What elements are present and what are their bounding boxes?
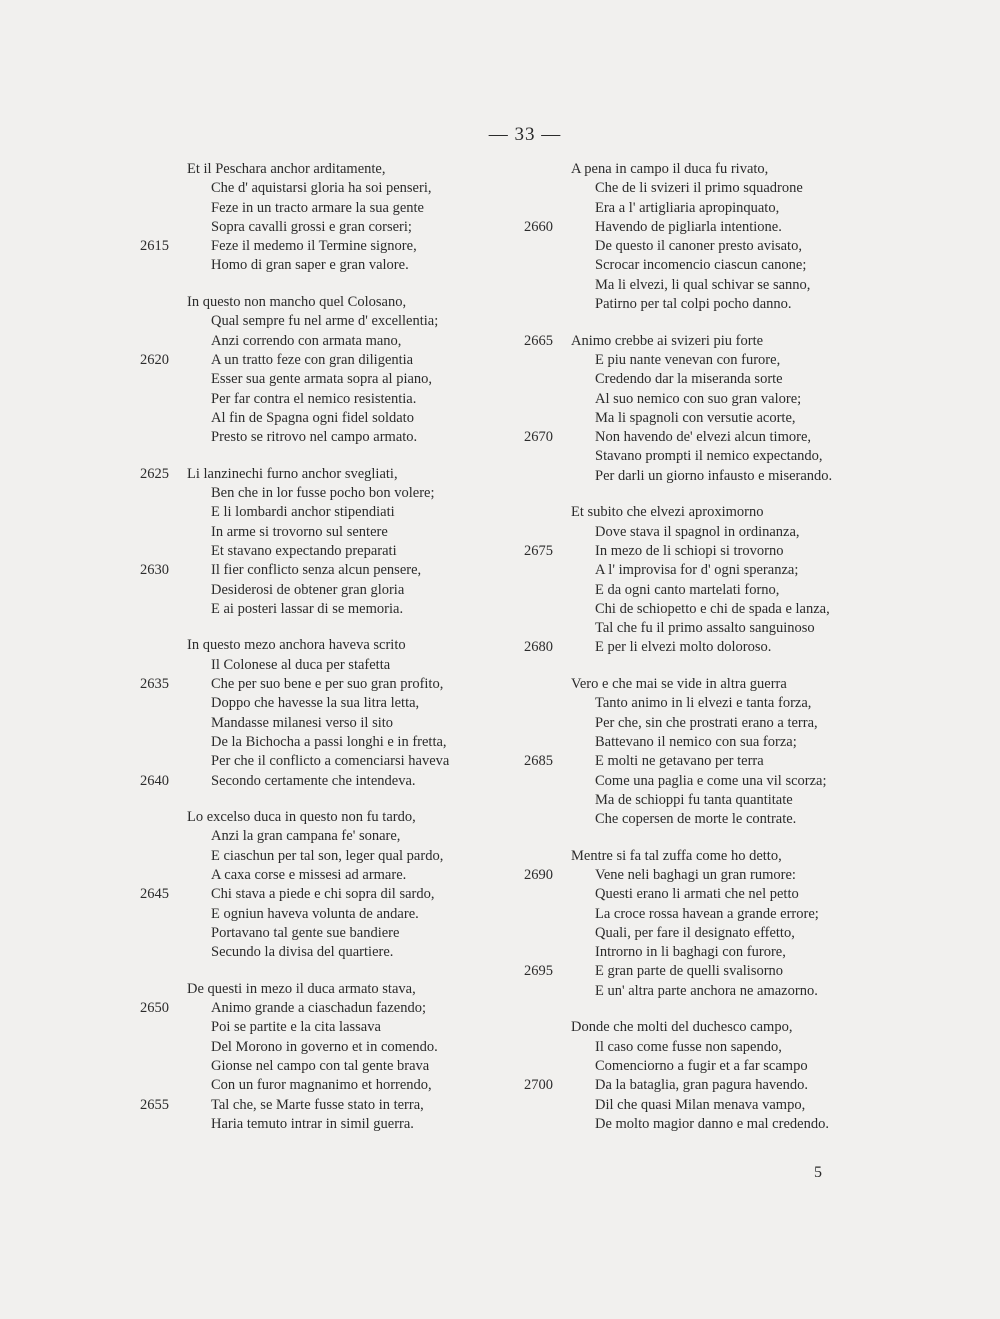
verse-line [524, 943, 904, 962]
verse-line [524, 772, 904, 791]
verse-text: Stavano prompti il nemico expectando, [595, 448, 823, 465]
verse-text: Et stavano expectando preparati [211, 542, 397, 559]
verse-line [524, 752, 904, 771]
verse-text: Doppo che havesse la sua litra letta, [211, 695, 420, 712]
verse-text: De la Bichocha a passi longhi e in fretta, [211, 733, 447, 750]
right-column [524, 160, 904, 1151]
verse-line [140, 885, 520, 904]
line-number: 2650 [140, 1000, 169, 1017]
verse-text: Secundo la divisa del quartiere. [211, 944, 394, 961]
verse-text: Che de li svizeri il primo squadrone [595, 180, 803, 197]
verse-text: Chi de schiopetto e chi de spada e lanza, [595, 600, 830, 617]
verse-text: Et subito che elvezi aproximorno [571, 504, 764, 521]
verse-line [140, 237, 520, 256]
line-number: 2665 [524, 332, 553, 349]
verse-line [140, 256, 520, 275]
verse-text: Al fin de Spagna ogni fidel soldato [211, 409, 414, 426]
verse-text: E molti ne getavano per terra [595, 753, 764, 770]
verse-line [140, 636, 520, 655]
left-column [140, 160, 520, 1151]
verse-text: Che copersen de morte le contrate. [595, 811, 797, 828]
verse-text: In mezo de li schiopi si trovorno [595, 542, 784, 559]
verse-text: Feze in un tracto armare la sua gente [211, 199, 424, 216]
verse-line [524, 714, 904, 733]
verse-line [524, 847, 904, 866]
verse-line [140, 847, 520, 866]
verse-line [524, 256, 904, 275]
verse-line [140, 1076, 520, 1095]
verse-text: Anzi la gran campana fe' sonare, [211, 828, 401, 845]
verse-line [140, 772, 520, 791]
verse-text: E ogniun haveva volunta de andare. [211, 905, 419, 922]
verse-text: La croce rossa havean a grande errore; [595, 905, 819, 922]
verse-line [140, 293, 520, 312]
line-number: 2635 [140, 676, 169, 693]
verse-line [524, 810, 904, 829]
verse-line [140, 160, 520, 179]
verse-line [524, 600, 904, 619]
stanza [524, 332, 904, 486]
line-number: 2640 [140, 772, 169, 789]
line-number: 2700 [524, 1077, 553, 1094]
verse-text: De questi in mezo il duca armato stava, [187, 980, 416, 997]
verse-text: Mandasse milanesi verso il sito [211, 714, 394, 731]
verse-text: E un' altra parte anchora ne amazorno. [595, 982, 818, 999]
verse-line [524, 370, 904, 389]
verse-line [140, 542, 520, 561]
verse-text: Il Colonese al duca per stafetta [211, 656, 391, 673]
verse-line [140, 1038, 520, 1057]
verse-line [524, 1018, 904, 1037]
verse-line [524, 542, 904, 561]
verse-line [524, 694, 904, 713]
verse-text: Ben che in lor fusse pocho bon volere; [211, 485, 435, 502]
line-number: 2620 [140, 351, 169, 368]
verse-line [524, 390, 904, 409]
verse-line [140, 656, 520, 675]
verse-text: Feze il medemo il Termine signore, [211, 238, 417, 255]
line-number: 2670 [524, 429, 553, 446]
verse-line [140, 980, 520, 999]
verse-text: Secondo certamente che intendeva. [211, 772, 416, 789]
verse-text: Del Morono in governo et in comendo. [211, 1038, 438, 1055]
line-number: 2625 [140, 465, 169, 482]
verse-text: Per far contra el nemico resistentia. [211, 390, 417, 407]
verse-text: Dil che quasi Milan menava vampo, [595, 1096, 806, 1113]
verse-line [524, 1057, 904, 1076]
verse-text: In questo non mancho quel Colosano, [187, 294, 407, 311]
stanza [140, 980, 520, 1134]
verse-line [140, 581, 520, 600]
stanza [140, 293, 520, 447]
verse-line [524, 791, 904, 810]
stanza [140, 636, 520, 790]
line-number: 2630 [140, 562, 169, 579]
verse-line [524, 523, 904, 542]
verse-text: Per darli un giorno infausto e miserando. [595, 467, 833, 484]
verse-text: Il caso come fusse non sapendo, [595, 1038, 782, 1055]
verse-line [524, 638, 904, 657]
verse-text: Vene neli baghagi un gran rumore: [595, 866, 796, 883]
verse-line [524, 276, 904, 295]
verse-line [524, 619, 904, 638]
verse-line [140, 600, 520, 619]
line-number: 2685 [524, 753, 553, 770]
verse-text: E da ogni canto martelati forno, [595, 581, 780, 598]
stanza [140, 465, 520, 619]
verse-line [524, 295, 904, 314]
verse-line [524, 581, 904, 600]
page-number: — 33 — [488, 124, 562, 145]
verse-text: E ciaschun per tal son, leger qual pardo, [211, 847, 444, 864]
verse-line [140, 465, 520, 484]
verse-text: A pena in campo il duca fu rivato, [571, 161, 769, 177]
line-number: 2645 [140, 886, 169, 903]
verse-text: Scrocar incomencio ciascun canone; [595, 257, 807, 274]
verse-line [140, 1057, 520, 1076]
verse-text: Patirno per tal colpi pocho danno. [595, 296, 792, 313]
verse-text: Era a l' artigliaria apropinquato, [595, 199, 780, 216]
verse-line [524, 218, 904, 237]
verse-line [140, 1018, 520, 1037]
verse-text: E li lombardi anchor stipendiati [211, 504, 395, 521]
verse-text: De questo il canoner presto avisato, [595, 238, 802, 255]
verse-text: De molto magior danno e mal credendo. [595, 1115, 829, 1132]
verse-text: Tal che fu il primo assalto sanguinoso [595, 620, 815, 637]
verse-line [140, 561, 520, 580]
verse-line [140, 1096, 520, 1115]
verse-line [140, 199, 520, 218]
verse-line [524, 924, 904, 943]
verse-line [524, 160, 904, 179]
verse-text: Il fier conflicto senza alcun pensere, [211, 562, 422, 579]
verse-line [524, 1076, 904, 1095]
verse-line [524, 866, 904, 885]
line-number: 2655 [140, 1096, 169, 1113]
verse-line [140, 390, 520, 409]
verse-text: Homo di gran saper e gran valore. [211, 257, 409, 274]
verse-line [140, 428, 520, 447]
verse-line [524, 409, 904, 428]
verse-text: Che d' aquistarsi gloria ha soi penseri, [211, 180, 432, 197]
line-number: 2680 [524, 639, 553, 656]
verse-text: Non havendo de' elvezi alcun timore, [595, 429, 812, 446]
signature-mark: 5 [814, 1164, 822, 1181]
verse-text: Battevano il nemico con sua forza; [595, 733, 797, 750]
verse-text: Chi stava a piede e chi sopra dil sardo, [211, 886, 435, 903]
verse-text: Dove stava il spagnol in ordinanza, [595, 523, 800, 540]
verse-text: Anzi correndo con armata mano, [211, 332, 402, 349]
verse-text: Come una paglia e come una vil scorza; [595, 772, 827, 789]
verse-text: Tal che, se Marte fusse stato in terra, [211, 1096, 424, 1113]
verse-text: Ma li spagnoli con versutie acorte, [595, 409, 796, 426]
verse-line [140, 218, 520, 237]
verse-text: Tanto animo in li elvezi e tanta forza, [595, 695, 812, 712]
verse-text: Et il Peschara anchor arditamente, [187, 161, 386, 177]
verse-text: E ai posteri lassar di se memoria. [211, 600, 404, 617]
verse-text: Sopra cavalli grossi e gran corseri; [211, 218, 412, 235]
verse-text: Comenciorno a fugir et a far scampo [595, 1057, 808, 1074]
verse-text: In arme si trovorno sul sentere [211, 523, 388, 540]
stanza [524, 847, 904, 1001]
verse-text: Per che il conflicto a comenciarsi haveva [211, 753, 450, 770]
verse-text: Mentre si fa tal zuffa come ho detto, [571, 847, 782, 864]
verse-text: Al suo nemico con suo gran valore; [595, 390, 802, 407]
verse-text: Introrno in li baghagi con furore, [595, 944, 786, 961]
verse-text: Vero e che mai se vide in altra guerra [571, 676, 787, 693]
verse-line [524, 1115, 904, 1134]
line-number: 2660 [524, 218, 553, 235]
line-number: 2695 [524, 963, 553, 980]
verse-line [524, 885, 904, 904]
verse-text: Lo excelso duca in questo non fu tardo, [187, 809, 416, 826]
verse-line [524, 428, 904, 447]
verse-line [524, 561, 904, 580]
verse-text: Per che, sin che prostrati erano a terra, [595, 714, 818, 731]
verse-line [140, 503, 520, 522]
verse-text: Presto se ritrovo nel campo armato. [211, 429, 418, 446]
verse-line [524, 503, 904, 522]
stanza [524, 1018, 904, 1134]
verse-line [140, 179, 520, 198]
verse-text: E per li elvezi molto doloroso. [595, 639, 772, 656]
verse-line [524, 199, 904, 218]
verse-line [524, 1038, 904, 1057]
verse-line [140, 827, 520, 846]
verse-text: A l' improvisa for d' ogni speranza; [595, 562, 799, 579]
verse-text: Gionse nel campo con tal gente brava [211, 1057, 430, 1074]
verse-text: Quali, per fare il designato effetto, [595, 924, 795, 941]
verse-line [524, 467, 904, 486]
verse-text: Ma de schioppi fu tanta quantitate [595, 791, 793, 808]
verse-line [524, 733, 904, 752]
verse-line [140, 1115, 520, 1134]
verse-line [140, 999, 520, 1018]
verse-text: Donde che molti del duchesco campo, [571, 1019, 793, 1036]
verse-text: Desiderosi de obtener gran gloria [211, 581, 405, 598]
verse-line [524, 1096, 904, 1115]
stanza [524, 160, 904, 314]
verse-line [140, 694, 520, 713]
verse-text: E piu nante venevan con furore, [595, 351, 781, 368]
verse-line [524, 982, 904, 1001]
verse-line [524, 675, 904, 694]
verse-line [140, 808, 520, 827]
verse-line [140, 523, 520, 542]
stanza [140, 808, 520, 962]
verse-text: Credendo dar la miseranda sorte [595, 371, 783, 388]
verse-text: Havendo de pigliarla intentione. [595, 218, 782, 235]
verse-text: Haria temuto intrar in simil guerra. [211, 1115, 414, 1132]
line-number: 2690 [524, 866, 553, 883]
verse-line [140, 484, 520, 503]
verse-line [140, 675, 520, 694]
verse-line [524, 962, 904, 981]
verse-text: Ma li elvezi, li qual schivar se sanno, [595, 276, 811, 293]
stanza [524, 675, 904, 829]
verse-line [524, 179, 904, 198]
verse-text: Poi se partite e la cita lassava [211, 1019, 381, 1036]
verse-line [140, 351, 520, 370]
verse-line [140, 714, 520, 733]
verse-line [140, 866, 520, 885]
verse-line [524, 332, 904, 351]
verse-text: Da la bataglia, gran pagura havendo. [595, 1077, 808, 1094]
verse-line [140, 733, 520, 752]
verse-line [140, 332, 520, 351]
verse-text: Questi erano li armati che nel petto [595, 886, 799, 903]
verse-text: Con un furor magnanimo et horrendo, [211, 1077, 432, 1094]
verse-text: E gran parte de quelli svalisorno [595, 963, 784, 980]
verse-text: Portavano tal gente sue bandiere [211, 924, 400, 941]
verse-line [524, 237, 904, 256]
line-number: 2675 [524, 542, 553, 559]
verse-line [140, 943, 520, 962]
verse-text: A caxa corse e missesi ad armare. [211, 866, 407, 883]
verse-text: Esser sua gente armata sopra al piano, [211, 371, 433, 388]
verse-text: A un tratto feze con gran diligentia [211, 351, 414, 368]
verse-text: Animo grande a ciaschadun fazendo; [211, 1000, 426, 1017]
verse-line [140, 370, 520, 389]
verse-line [524, 447, 904, 466]
verse-text: Qual sempre fu nel arme d' excellentia; [211, 313, 439, 330]
verse-text: In questo mezo anchora haveva scrito [187, 637, 406, 654]
verse-line [524, 351, 904, 370]
verse-line [140, 905, 520, 924]
verse-text: Li lanzinechi furno anchor svegliati, [187, 465, 398, 482]
verse-text: Che per suo bene e per suo gran profito, [211, 676, 444, 693]
verse-line [140, 409, 520, 428]
verse-line [140, 924, 520, 943]
stanza [524, 503, 904, 657]
verse-line [140, 752, 520, 771]
stanza [140, 160, 520, 276]
line-number: 2615 [140, 238, 169, 255]
verse-line [140, 312, 520, 331]
verse-line [524, 905, 904, 924]
verse-text: Animo crebbe ai svizeri piu forte [571, 332, 764, 349]
